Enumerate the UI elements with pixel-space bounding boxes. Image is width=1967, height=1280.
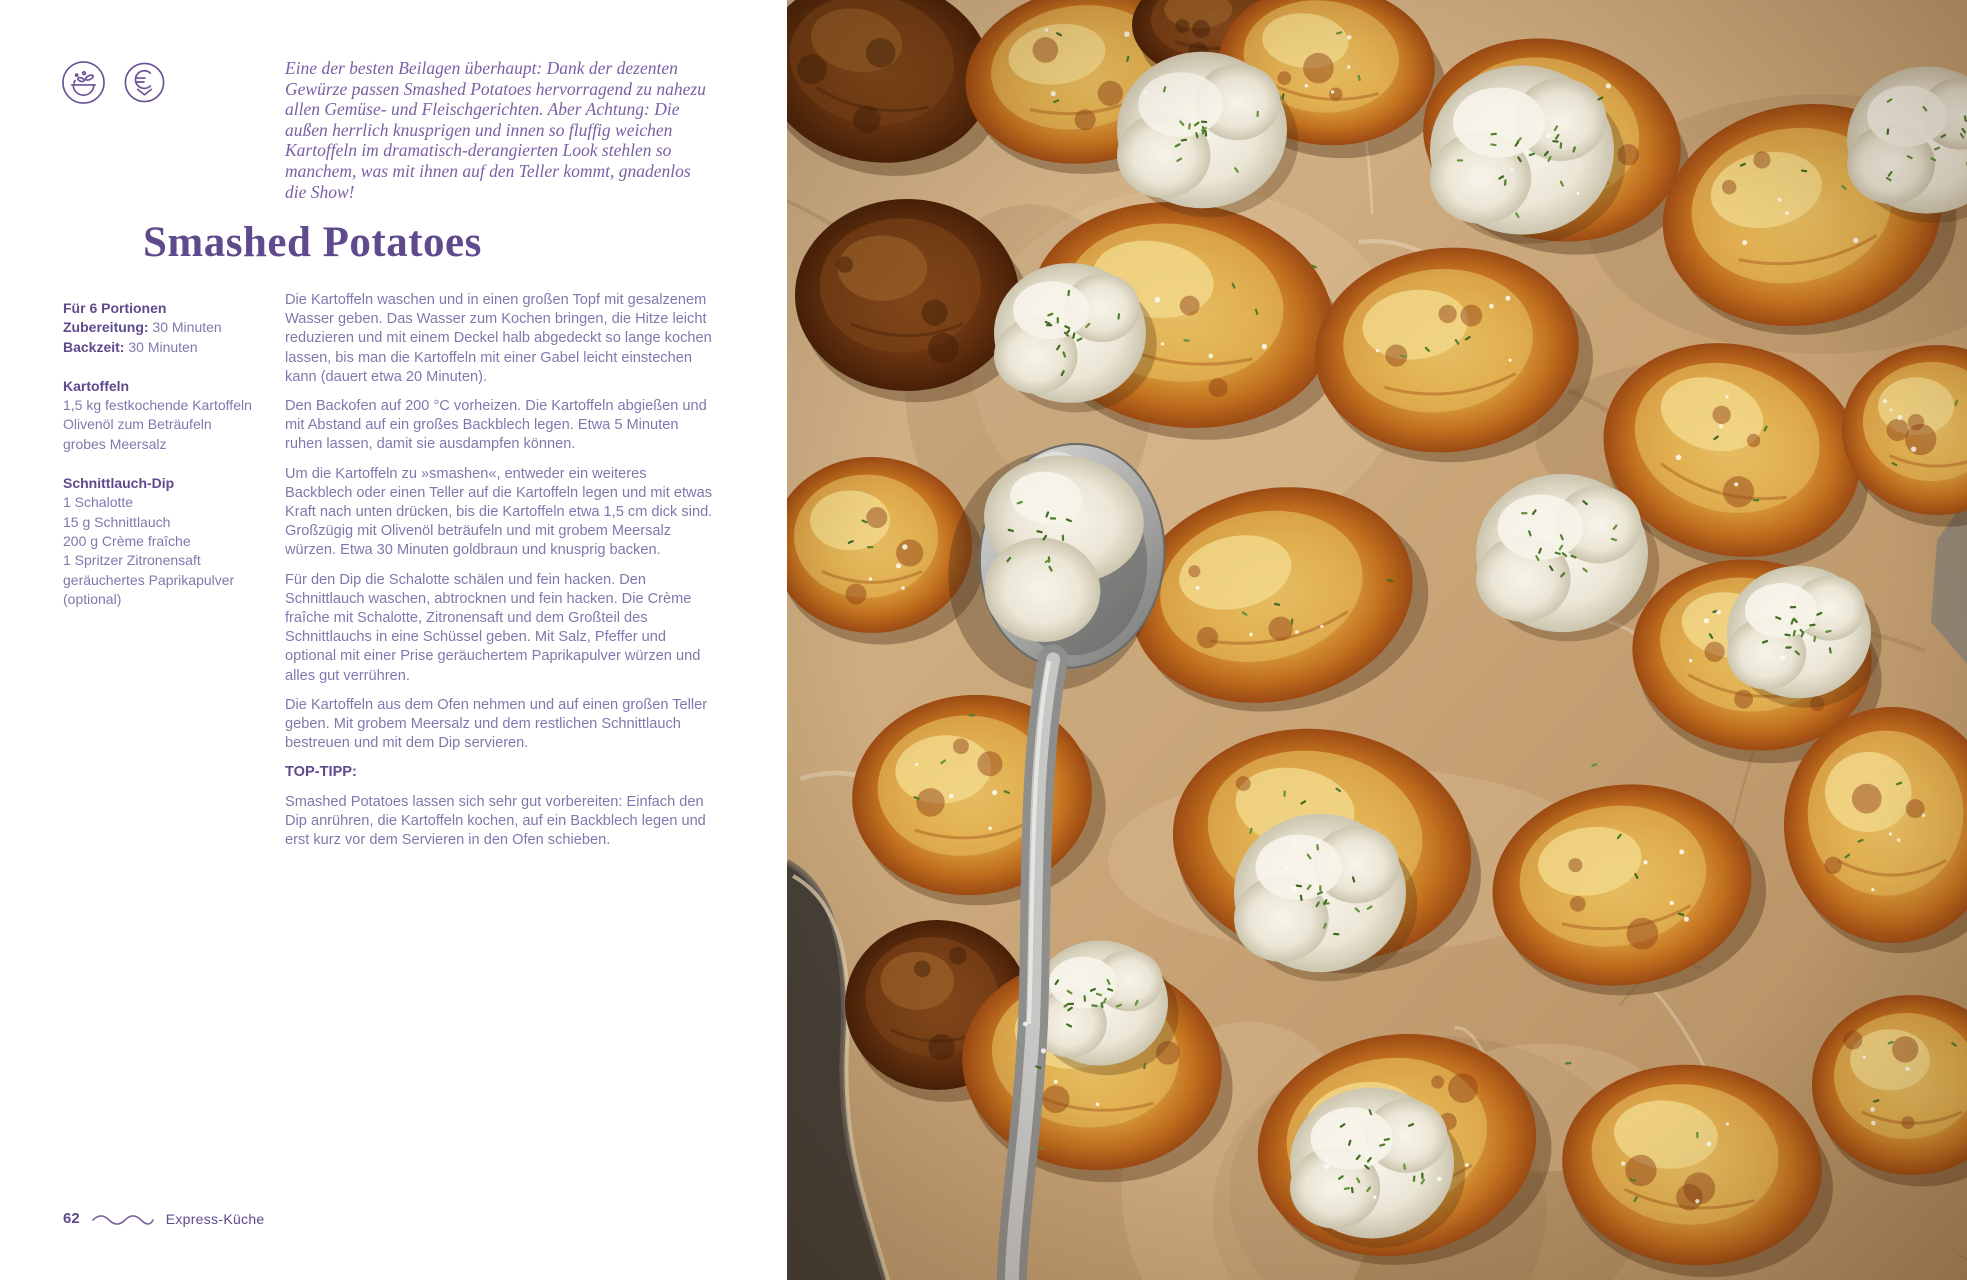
recipe-photo [787, 0, 1967, 1280]
ingredient-item: 1,5 kg festkochende Kartoffeln [63, 397, 252, 414]
ingredient-item: grobes Meersalz [63, 435, 167, 452]
method-column [285, 291, 717, 860]
recipe-badges [60, 59, 168, 106]
page-number: 62 [63, 1210, 80, 1227]
ingredient-item: Olivenöl zum Beträufeln [63, 416, 212, 433]
ingredient-item: 1 Spritzer Zitronensaft [63, 552, 201, 569]
ingredients-column [63, 299, 270, 609]
method-step: Die Kartoffeln aus dem Ofen nehmen und auf einen großen Teller geben. Mit grobem Meersalz und dem restlichen Schnittlauch bestreuen und mit dem Dip servieren. [285, 696, 708, 752]
method-step: Um die Kartoffeln zu »smashen«, entweder ein weiteres Backblech oder einen Teller auf die Kartoffeln legen und mit etwas Kraft nach unten drücken, bis die Kartoffeln etwa 1,5 cm dick sind. Großzügig mit Olivenöl beträufeln und mit grobem Meersalz würzen. Etwa 30 Minuten goldbraun und knusprig backen. [285, 465, 713, 559]
ingredient-item: 200 g Crème fraîche [63, 532, 191, 549]
ingredient-heading: Schnittlauch-Dip [63, 475, 175, 492]
veggie-bowl-icon [60, 59, 107, 106]
meta-servings: Für 6 Portionen [63, 300, 167, 316]
recipe-photo-illustration [787, 0, 1967, 1280]
ingredient-item: 1 Schalotte [63, 494, 134, 511]
wavy-divider [91, 1212, 155, 1226]
intro-text: Eine der besten Beilagen überhaupt: Dank der dezenten Gewürze passen Smashed Potatoes hervorragend zu nahezu allen Gemüse- und Fleischgerichten. Aber Achtung: Die außen herrlich knusprigen und innen so fluffig weichen Kartoffeln im dramatisch-derangierten Look stehlen so manchem, was mit ihnen auf den Teller kommt, gnadenlos die Show! [285, 58, 706, 202]
tip-heading: TOP-TIPP: [285, 764, 357, 781]
ingredient-item: 15 g Schnittlauch [63, 513, 171, 530]
method-step: Für den Dip die Schalotte schälen und fein hacken. Den Schnittlauch waschen, abtrocknen und fein hacken. Die Crème fraîche mit Schalotte, Zitronensaft und dem Großteil des Schnittlauchs in eine Schüssel geben. Mit Salz, Pfeffer und optional mit einer Prise geräuchertem Paprikapulver würzen und alles gut verrühren. [285, 571, 701, 684]
ingredient-group-dip [63, 474, 270, 609]
meta-prep: Zubereitung: 30 Minuten [63, 319, 222, 336]
ingredient-item: geräuchertes Paprikapulver (optional) [63, 571, 235, 607]
tip-text: Smashed Potatoes lassen sich sehr gut vorbereiten: Einfach den Dip anrühren, die Kartoffeln kochen, auf ein Backblech legen und erst kurz vor dem Servieren in den Ofen schieben. [285, 793, 706, 849]
meta-bake: Backzeit: 30 Minuten [63, 338, 198, 355]
recipe-title: Smashed Potatoes [143, 219, 482, 266]
recipe-page [0, 0, 787, 1280]
euro-budget-icon [121, 59, 168, 106]
method-step: Die Kartoffeln waschen und in einen großen Topf mit gesalzenem Wasser geben. Das Wasser zum Kochen bringen, die Hitze leicht reduzieren und mit einem Deckel halb abgedeckt so lange kochen lassen, bis man die Kartoffeln mit einer Gabel leicht einstechen kann (dauert etwa 20 Minuten). [285, 292, 712, 385]
page-footer [63, 1210, 265, 1227]
method-step: Den Backofen auf 200 °C vorheizen. Die Kartoffeln abgießen und mit Abstand auf ein großes Backblech legen. Etwa 5 Minuten ruhen lassen, damit sie ausdampfen können. [285, 398, 707, 453]
ingredient-group-potatoes [63, 377, 270, 454]
ingredient-heading: Kartoffeln [63, 377, 130, 394]
chapter-label: Express-Küche [165, 1210, 265, 1227]
